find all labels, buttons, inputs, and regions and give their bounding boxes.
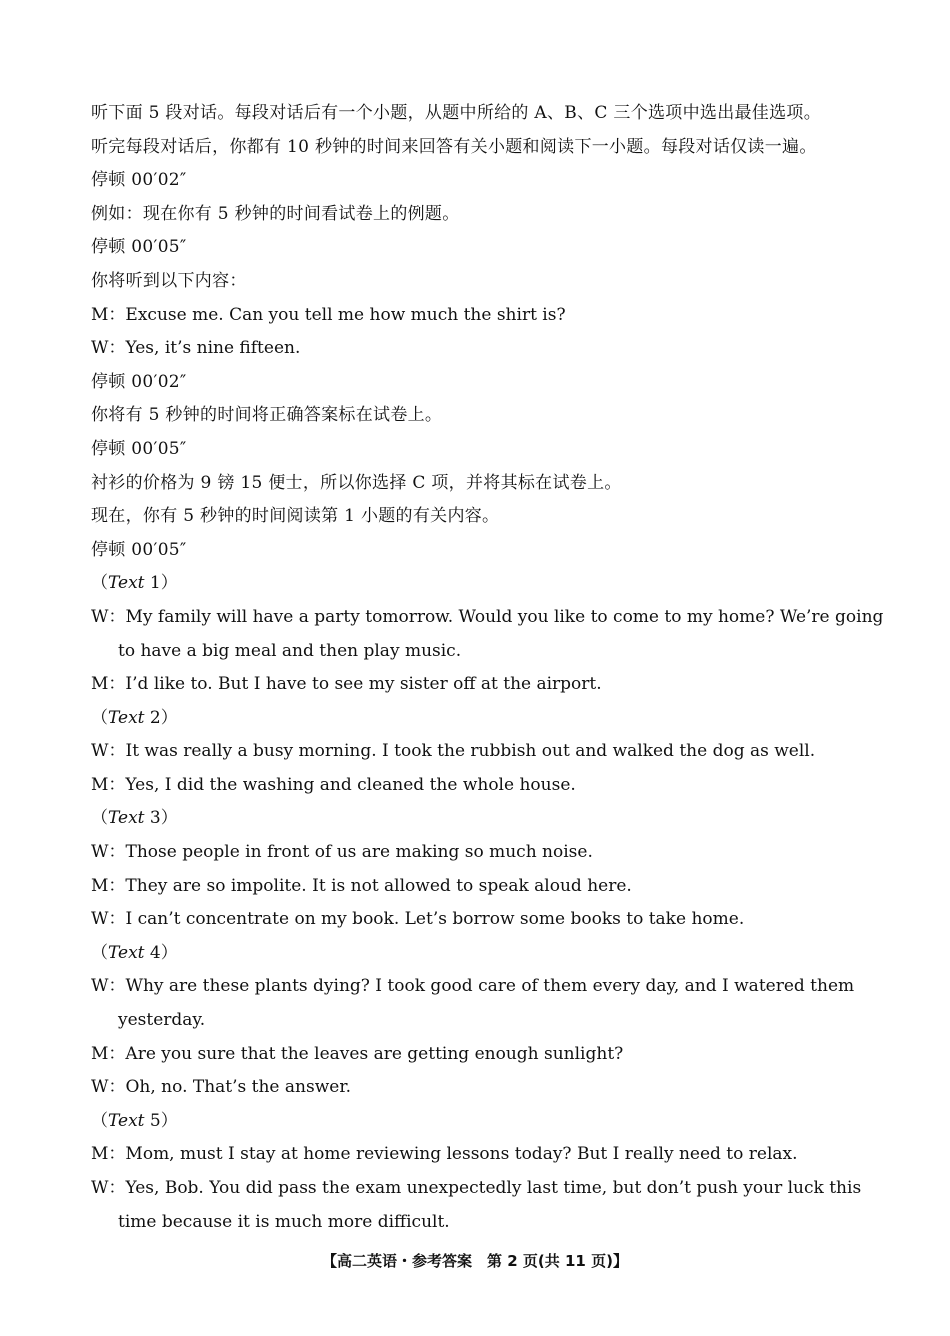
dialog-continuation: to have a big meal and then play music. [118, 640, 462, 661]
speaker-label: M： [91, 774, 126, 795]
dialog-line [91, 1071, 863, 1105]
speaker-label: W： [91, 606, 126, 627]
dialog-text: Yes, it’s nine fifteen. [125, 338, 301, 359]
speaker-label: W： [91, 1178, 126, 1198]
speaker-label: M： [91, 875, 126, 896]
speaker-label: M： [91, 1043, 126, 1064]
pause-line: 停顿 00′02″ [91, 371, 187, 392]
dialog-text: Yes, I did the washing and cleaned the whole house. [125, 774, 576, 795]
instruction-line: 衬衫的价格为 9 镑 15 便士，所以你选择 C 项，并将其标在试卷上。 [91, 472, 622, 493]
instruction-line: 你将听到以下内容： [91, 270, 247, 291]
text-label: （Text 3） [91, 808, 178, 829]
dialog-text: I can’t concentrate on my book. Let’s borrow some books to take home. [125, 909, 745, 930]
pause-line: 停顿 00′05″ [91, 237, 187, 258]
dialog-text: They are so impolite. It is not allowed to speak aloud here. [125, 875, 632, 896]
instruction-line: 你将有 5 秒钟的时间将正确答案标在试卷上。 [91, 405, 443, 426]
page-footer: 【高二英语・参考答案 第 2 页(共 11 页)】 [322, 1252, 628, 1270]
speaker-label: W： [91, 909, 126, 930]
speaker-label: M： [91, 304, 126, 325]
dialog-line [91, 1038, 863, 1072]
dialog-line [91, 970, 863, 1004]
dialog-text: Why are these plants dying? I took good care of them every day, and I watered them [125, 976, 855, 997]
pause-line: 停顿 00′05″ [91, 539, 187, 560]
dialog-line [91, 903, 863, 937]
dialog-text: It was really a busy morning. I took the rubbish out and walked the dog as well. [125, 741, 816, 762]
dialog-text: Mom, must I stay at home reviewing lessons today? But I really need to relax. [125, 1144, 798, 1165]
dialog-line [91, 836, 863, 870]
speaker-label: M： [91, 674, 126, 695]
dialog-continuation: time because it is much more difficult. [118, 1211, 450, 1232]
dialog-line [91, 870, 863, 904]
text-label: （Text 5） [91, 1110, 178, 1131]
pause-line: 停顿 00′02″ [91, 170, 187, 191]
document-body [91, 97, 884, 1239]
instruction-line: 听完每段对话后，你都有 10 秒钟的时间来回答有关小题和阅读下一小题。每段对话仅读一遍。 [91, 136, 817, 157]
dialog-text: Excuse me. Can you tell me how much the shirt is? [125, 304, 566, 325]
dialog-text: I’d like to. But I have to see my sister off at the airport. [125, 674, 602, 695]
speaker-label: W： [91, 741, 126, 762]
speaker-label: M： [91, 1144, 126, 1165]
instruction-line: 现在，你有 5 秒钟的时间阅读第 1 小题的有关内容。 [91, 506, 500, 527]
dialog-text: Are you sure that the leaves are getting enough sunlight? [125, 1043, 624, 1064]
dialog-continuation: yesterday. [118, 1010, 206, 1031]
instruction-line: 听下面 5 段对话。每段对话后有一个小题，从题中所给的 A、B、C 三个选项中选出最佳选项。 [91, 103, 822, 123]
dialog-text: Yes, Bob. You did pass the exam unexpectedly last time, but don’t push your luck this [125, 1178, 862, 1198]
dialog-line [91, 1172, 863, 1206]
dialog-line [91, 601, 884, 635]
instruction-line: 例如：现在你有 5 秒钟的时间看试卷上的例题。 [91, 203, 460, 224]
dialog-line [91, 1138, 863, 1172]
dialog-line [91, 769, 863, 803]
dialog-text: Oh, no. That’s the answer. [125, 1077, 351, 1098]
dialog-line [91, 668, 863, 702]
speaker-label: W： [91, 976, 126, 997]
example-dialog-line [91, 299, 863, 333]
pause-line: 停顿 00′05″ [91, 438, 187, 459]
text-label: （Text 4） [91, 942, 178, 963]
dialog-text: Those people in front of us are making so much noise. [125, 842, 593, 863]
text-label: （Text 1） [91, 573, 178, 594]
dialog-text: My family will have a party tomorrow. Would you like to come to my home? We’re going [125, 606, 884, 627]
example-dialog-line [91, 332, 863, 366]
speaker-label: W： [91, 1077, 126, 1098]
dialog-line [91, 735, 863, 769]
speaker-label: W： [91, 842, 126, 863]
text-label: （Text 2） [91, 707, 178, 728]
speaker-label: W： [91, 338, 126, 359]
